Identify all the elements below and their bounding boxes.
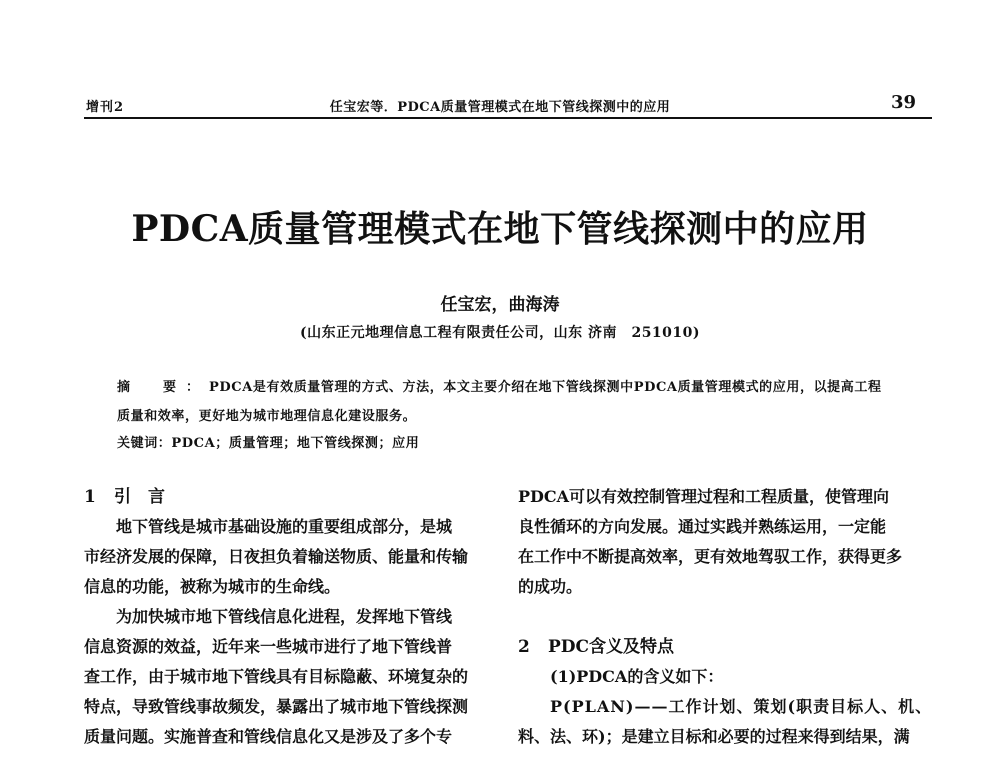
section-2-heading xyxy=(518,632,938,662)
text-line: 质量问题。实施普查和管线信息化又是涉及了多个专 xyxy=(84,727,453,746)
section-1-title: 引 言 xyxy=(114,487,165,507)
page-number: 39 xyxy=(890,92,916,113)
keywords-label: 关键词： xyxy=(117,436,172,451)
text-line: 信息的功能，被称为城市的生命线。 xyxy=(84,577,341,596)
keywords-text: PDCA；质量管理；地下管线探测；应用 xyxy=(171,436,420,451)
text-line: 在工作中不断提高效率，更有效地驾驭工作，获得更多 xyxy=(518,547,903,566)
affiliation: (山东正元地理信息工程有限责任公司，山东 济南 251010) xyxy=(299,325,701,341)
plan-paragraph xyxy=(518,692,938,752)
text-line: PDCA可以有效控制管理过程和工程质量，使管理向 xyxy=(518,487,890,506)
text-line: 为加快城市地下管线信息化进程，发挥地下管线 xyxy=(116,607,453,626)
right-column xyxy=(518,482,938,752)
section-1-heading xyxy=(84,482,502,512)
text-line: 良性循环的方向发展。通过实践并熟练运用，一定能 xyxy=(518,517,887,536)
continued-paragraph xyxy=(518,482,938,602)
text-line: 信息资源的效益，近年来一些城市进行了地下管线普 xyxy=(84,637,453,656)
text-line: 地下管线是城市基础设施的重要组成部分，是城 xyxy=(116,517,453,536)
intro-paragraph-1 xyxy=(84,512,502,602)
intro-paragraph-2 xyxy=(84,602,502,752)
text-line: 市经济发展的保障，日夜担负着输送物质、能量和传输 xyxy=(84,547,469,566)
text-line: 的成功。 xyxy=(518,577,583,596)
text-line: 查工作，由于城市地下管线具有目标隐蔽、环境复杂的 xyxy=(84,667,469,686)
authors: 任宝宏，曲海涛 xyxy=(440,295,560,315)
keywords-line xyxy=(117,432,419,451)
journal-issue: 增刊2 xyxy=(86,100,125,115)
header-rule xyxy=(84,117,932,119)
text-line: 料、法、环)；是建立目标和必要的过程来得到结果，满 xyxy=(518,727,910,746)
section-1-number: 1 xyxy=(84,487,96,507)
paper-title: PDCA质量管理模式在地下管线探测中的应用 xyxy=(131,208,869,250)
section-2-number: 2 xyxy=(518,637,530,657)
text-line: P(PLAN)——工作计划、策划(职责目标人、机、 xyxy=(550,697,933,716)
abstract-line-2: 质量和效率，更好地为城市地理信息化建设服务。 xyxy=(117,409,417,424)
abstract-text-1: PDCA是有效质量管理的方式、方法，本文主要介绍在地下管线探测中PDCA质量管理模式的应用，以提高工程 xyxy=(209,380,882,395)
running-title: 任宝宏等．PDCA质量管理模式在地下管线探测中的应用 xyxy=(329,100,671,115)
abstract-line-1 xyxy=(117,376,882,395)
abstract-label: 摘 要： xyxy=(117,380,210,395)
section-2-title: PDC含义及特点 xyxy=(548,637,675,657)
left-column xyxy=(84,482,502,752)
text-line: 特点，导致管线事故频发，暴露出了城市地下管线探测 xyxy=(84,697,469,716)
section-spacer xyxy=(518,602,938,632)
pdca-meaning-intro: (1)PDCA的含义如下： xyxy=(550,667,724,686)
